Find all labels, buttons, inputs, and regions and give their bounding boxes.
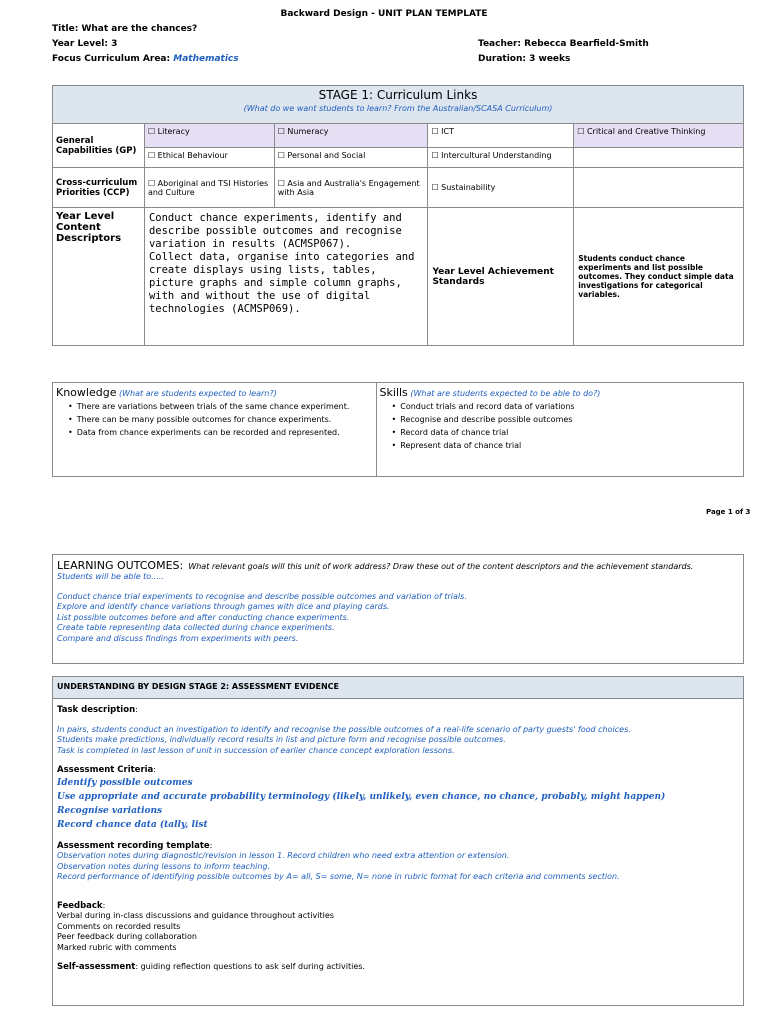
- page-number: Page 1 of 3: [706, 508, 751, 516]
- criteria-label: Assessment Criteria: [57, 765, 154, 775]
- list-item: • Record data of chance trial: [392, 428, 740, 438]
- list-item: Explore and identify chance variations through games with dice and playing cards.: [57, 602, 390, 611]
- document-title: Backward Design - UNIT PLAN TEMPLATE: [280, 9, 488, 19]
- stage1-heading: STAGE 1: Curriculum Links: [318, 88, 478, 102]
- feedback-line: Verbal during in-class discussions and guidance throughout activities: [57, 911, 334, 920]
- title-label: Title:: [52, 24, 79, 34]
- list-item: Conduct chance trial experiments to recognise and describe possible outcomes and variation of trials.: [57, 591, 467, 601]
- task-line: Task is completed in last lesson of unit in succession of earlier chance concept exploration lessons.: [57, 745, 455, 755]
- teacher-label: Teacher:: [478, 39, 522, 49]
- list-item: Create table representing data collected during chance experiments.: [57, 623, 335, 632]
- self-assessment-label: Self-assessment: [57, 962, 136, 972]
- knowledge-question: (What are students expected to learn?): [119, 389, 277, 398]
- knowledge-skills-table: [52, 382, 744, 477]
- gp-numeracy-label: Numeracy: [287, 127, 329, 136]
- template-label: Assessment recording template: [57, 840, 210, 851]
- teacher-value: Rebecca Bearfield-Smith: [524, 39, 649, 49]
- assessment-evidence-box: UNDERSTANDING BY DESIGN STAGE 2: ASSESSMENT EVIDENCE Task description: In pairs, students conduct an investigation to identify and recognise the possible outcomes of a real-life scenario of party guests' food choices. Students make predictions, individually record results in list and picture form and recognise possible outcomes. Task is completed in last lesson of unit in succession of earlier chance concept exploration lessons. Assessment Criteria: Identify possible outcomes Use appropriate and accurate probability terminology (likely, unlikely, even chance, no chance, probably, might happen) Recognise variations Record chance data (tally, list Assessment recording template: Observation notes during diagnostic/revision in lesson 1. Record children who need extra attention or extension. Observation notes during lessons to inform teaching. Record performance of identifying possible outcomes by A= all, S= some, N= none in rubric format for each criteria and comments section. Feedback: Verbal during in-class discussions and guidance throughout activities Comments on recorded results Peer feedback during collaboration Marked rubric with comments Self-assessment: guiding reflection questions to ask self during activities.: [52, 676, 744, 1006]
- title-value: What are the chances?: [81, 24, 198, 34]
- task-label: Task description: [57, 705, 136, 715]
- checkbox-intercultural[interactable]: ☐ Intercultural Understanding: [428, 148, 574, 168]
- task-line: In pairs, students conduct an investigation to identify and recognise the possible outcomes of a real-life scenario of party guests' food choices.: [57, 724, 631, 734]
- checkbox-critical-creative[interactable]: ☐ Critical and Creative Thinking: [574, 124, 744, 148]
- gp-ict-label: ICT: [441, 127, 454, 136]
- feedback-label: Feedback: [57, 900, 103, 911]
- checkbox-aboriginal-tsi[interactable]: ☐ Aboriginal and TSI Histories and Culture: [144, 168, 274, 208]
- self-assessment-text: : guiding reflection questions to ask self during activities.: [135, 962, 365, 971]
- learning-outcomes-intro: Students will be able to.....: [57, 572, 164, 581]
- gp-ethical-label: Ethical Behaviour: [157, 151, 228, 160]
- stage1-subheading: (What do we want students to learn? From the Australian/SCASA Curriculum): [243, 104, 553, 113]
- learning-outcomes-box: [52, 554, 744, 664]
- list-item: • Represent data of chance trial: [392, 441, 740, 451]
- focus-value: Mathematics: [173, 54, 239, 64]
- feedback-line: Comments on recorded results: [57, 921, 181, 931]
- learning-outcomes-question: What relevant goals will this unit of work address? Draw these out of the content descriptors and the achievement standards.: [188, 562, 694, 571]
- ccp-aboriginal-label: Aboriginal and TSI Histories and Culture: [147, 178, 269, 197]
- year-line: [52, 39, 117, 49]
- skills-cell: [376, 383, 743, 477]
- ccp-asia-label: Asia and Australia's Engagement with Asia: [277, 178, 420, 197]
- checkbox-ethical[interactable]: ☐ Ethical Behaviour: [144, 148, 274, 168]
- skills-list: [380, 402, 740, 451]
- criteria-item: Record chance data (tally, list: [57, 819, 208, 830]
- criteria-item: Use appropriate and accurate probability terminology (likely, unlikely, even chance, no chance, probably, might happen): [57, 791, 666, 802]
- template-line: Observation notes during lessons to inform teaching.: [57, 861, 271, 871]
- empty-cell: [574, 148, 744, 168]
- skills-heading: Skills: [379, 386, 408, 399]
- focus-line: [52, 54, 239, 64]
- ccp-sustainability-label: Sustainability: [441, 183, 496, 192]
- empty-cell: [574, 168, 744, 208]
- curriculum-links-table: [52, 85, 744, 346]
- template-line: Observation notes during diagnostic/revision in lesson 1. Record children who need extra attention or extension.: [57, 851, 510, 860]
- year-value: 3: [111, 39, 118, 49]
- learning-outcomes-heading: LEARNING OUTCOMES:: [57, 559, 184, 572]
- knowledge-list: [56, 402, 373, 438]
- ccp-label: Cross-curriculum Priorities (CCP): [53, 168, 145, 208]
- list-item: List possible outcomes before and after conducting chance experiments.: [57, 612, 350, 622]
- checkbox-numeracy[interactable]: ☐ Numeracy: [274, 124, 428, 148]
- gp-literacy-label: Literacy: [157, 127, 190, 136]
- duration-line: [478, 54, 570, 64]
- duration-label: Duration:: [478, 54, 526, 64]
- list-item: • There are variations between trials of the same chance experiment.: [68, 402, 373, 412]
- self-assessment-line: [57, 962, 739, 973]
- achievement-label: Year Level Achievement Standards: [428, 208, 574, 346]
- task-line: Students make predictions, individually record results in list and picture form and recognise possible outcomes.: [57, 735, 506, 744]
- year-label: Year Level:: [52, 39, 108, 49]
- gp-label: General Capabilities (GP): [53, 124, 145, 168]
- gp-personal-label: Personal and Social: [287, 151, 366, 160]
- list-item: • Recognise and describe possible outcomes: [392, 415, 740, 425]
- checkbox-personal-social[interactable]: ☐ Personal and Social: [274, 148, 428, 168]
- criteria-item: Recognise variations: [57, 805, 163, 816]
- list-item: • Conduct trials and record data of variations: [392, 402, 740, 412]
- descriptors-label: Year Level Content Descriptors: [53, 208, 145, 346]
- focus-label: Focus Curriculum Area:: [52, 54, 171, 64]
- title-line: [52, 24, 197, 34]
- list-item: • There can be many possible outcomes for chance experiments.: [68, 415, 373, 425]
- list-item: Compare and discuss findings from experiments with peers.: [57, 633, 299, 643]
- gp-critical-label: Critical and Creative Thinking: [586, 127, 706, 136]
- knowledge-heading: Knowledge: [56, 386, 117, 399]
- feedback-line: Peer feedback during collaboration: [57, 932, 197, 941]
- list-item: • Data from chance experiments can be recorded and represented.: [68, 428, 373, 438]
- checkbox-sustainability[interactable]: ☐ Sustainability: [428, 168, 574, 208]
- feedback-line: Marked rubric with comments: [57, 942, 177, 952]
- gp-intercultural-label: Intercultural Understanding: [441, 151, 552, 160]
- checkbox-ict[interactable]: ☐ ICT: [428, 124, 574, 148]
- stage2-header: UNDERSTANDING BY DESIGN STAGE 2: ASSESSMENT EVIDENCE: [53, 677, 743, 699]
- checkbox-asia[interactable]: ☐ Asia and Australia's Engagement with Asia: [274, 168, 428, 208]
- stage1-header: [53, 86, 744, 124]
- criteria-item: Identify possible outcomes: [57, 777, 193, 788]
- descriptors-text: Conduct chance experiments, identify and describe possible outcomes and recognise variation in results (ACMSP067). Collect data, organise into categories and create displays using lists, tables, picture graphs and simple column graphs, with and without the use of digital technologies (ACMSP069).: [144, 208, 428, 346]
- achievement-text: Students conduct chance experiments and list possible outcomes. They conduct simple data investigations for categorical variables.: [574, 208, 744, 346]
- template-line: Record performance of identifying possible outcomes by A= all, S= some, N= none in rubric format for each criteria and comments section.: [57, 872, 620, 881]
- skills-question: (What are students expected to be able to do?): [410, 389, 601, 398]
- duration-value: 3 weeks: [529, 54, 571, 64]
- teacher-line: [478, 39, 649, 49]
- knowledge-cell: [53, 383, 377, 477]
- checkbox-literacy[interactable]: ☐ Literacy: [144, 124, 274, 148]
